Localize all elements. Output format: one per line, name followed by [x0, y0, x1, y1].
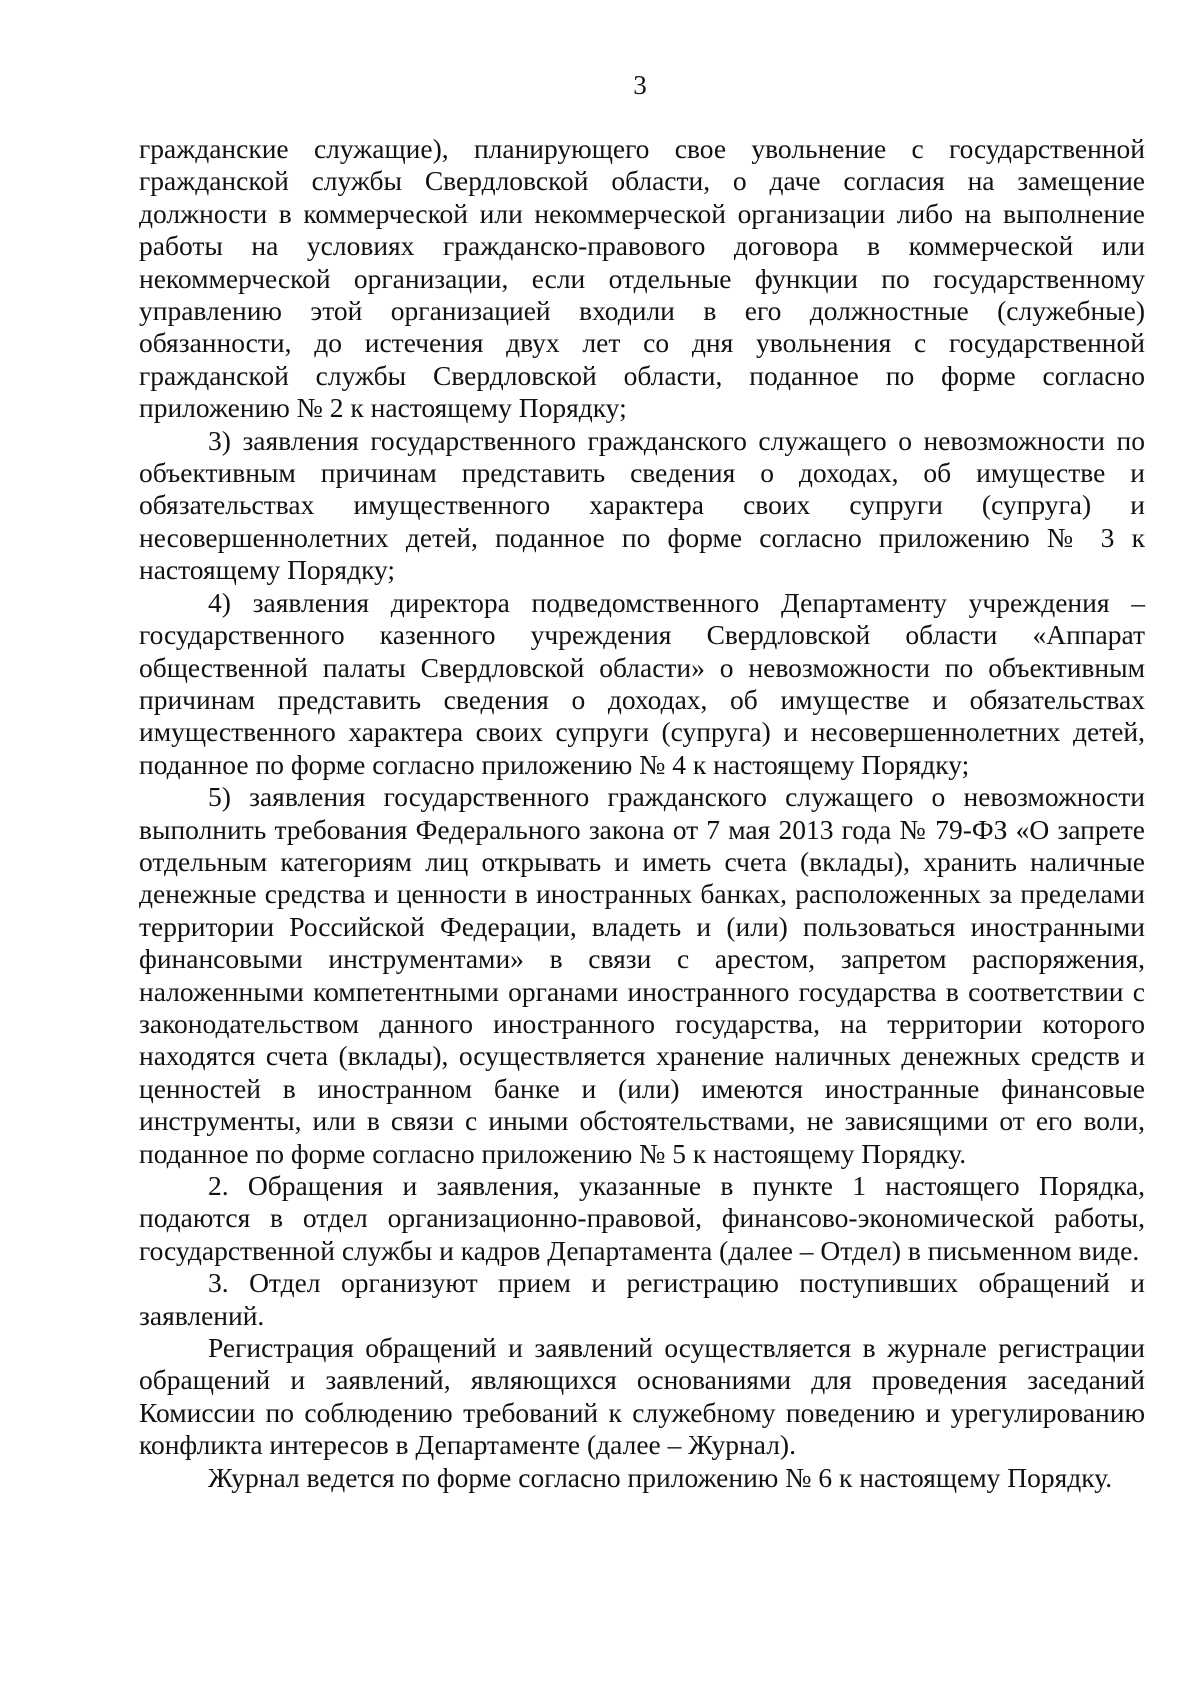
paragraph-item1-continuation: гражданские служащие), планирующего свое увольнение с государственной гражданской службы Свердловской области, о даче согласия на замещение должности в коммерческой или некоммерческой организации либо на выполнение работы на условиях гражданско-правового договора в коммерческой или некоммерческой организации, если отдельные функции по государственному управлению этой организацией входили в его должностные (служебные) обязанности, до истечения двух лет со дня увольнения с государственной гражданской службы Свердловской области, поданное по форме согласно приложению № 2 к настоящему Порядку;: [139, 133, 1145, 424]
paragraph-section2: 2. Обращения и заявления, указанные в пункте 1 настоящего Порядка, подаются в отдел организационно-правовой, финансово-экономической работы, государственной службы и кадров Департамента (далее – Отдел) в письменном виде.: [139, 1170, 1145, 1266]
paragraph-item3: 3) заявления государственного гражданского служащего о невозможности по объективным причинам представить сведения о доходах, об имуществе и обязательствах имущественного характера своих супруги (супруга) и несовершеннолетних детей, поданное по форме согласно приложению № 3 к настоящему Порядку;: [139, 424, 1145, 586]
paragraph-item5: 5) заявления государственного гражданского служащего о невозможности выполнить требования Федерального закона от 7 мая 2013 года № 79-ФЗ «О запрете отдельным категориям лиц открывать и иметь счета (вклады), хранить наличные денежные средства и ценности в иностранных банках, расположенных за пределами территории Российской Федерации, владеть и (или) пользоваться иностранными финансовыми инструментами» в связи с арестом, запретом распоряжения, наложенными компетентными органами иностранного государства в соответствии с законодательством данного иностранного государства, на территории которого находятся счета (вклады), осуществляется хранение наличных денежных средств и ценностей в иностранном банке и (или) имеются иностранные финансовые инструменты, или в связи с иными обстоятельствами, не зависящими от его воли, поданное по форме согласно приложению № 5 к настоящему Порядку.: [139, 781, 1145, 1169]
paragraph-registration: Регистрация обращений и заявлений осуществляется в журнале регистрации обращений и заявлений, являющихся основаниями для проведения заседаний Комиссии по соблюдению требований к служебному поведению и урегулированию конфликта интересов в Департаменте (далее – Журнал).: [139, 1332, 1145, 1461]
page-number: 3: [633, 70, 647, 100]
document-body: [139, 133, 1145, 1494]
paragraph-section3: 3. Отдел организуют прием и регистрацию поступивших обращений и заявлений.: [139, 1267, 1145, 1331]
paragraph-item4: 4) заявления директора подведомственного Департаменту учреждения – государственного казенного учреждения Свердловской области «Аппарат общественной палаты Свердловской области» о невозможности по объективным причинам представить сведения о доходах, об имуществе и обязательствах имущественного характера своих супруги (супруга) и несовершеннолетних детей, поданное по форме согласно приложению № 4 к настоящему Порядку;: [139, 586, 1145, 780]
paragraph-journal: Журнал ведется по форме согласно приложению № 6 к настоящему Порядку.: [208, 1461, 1113, 1493]
